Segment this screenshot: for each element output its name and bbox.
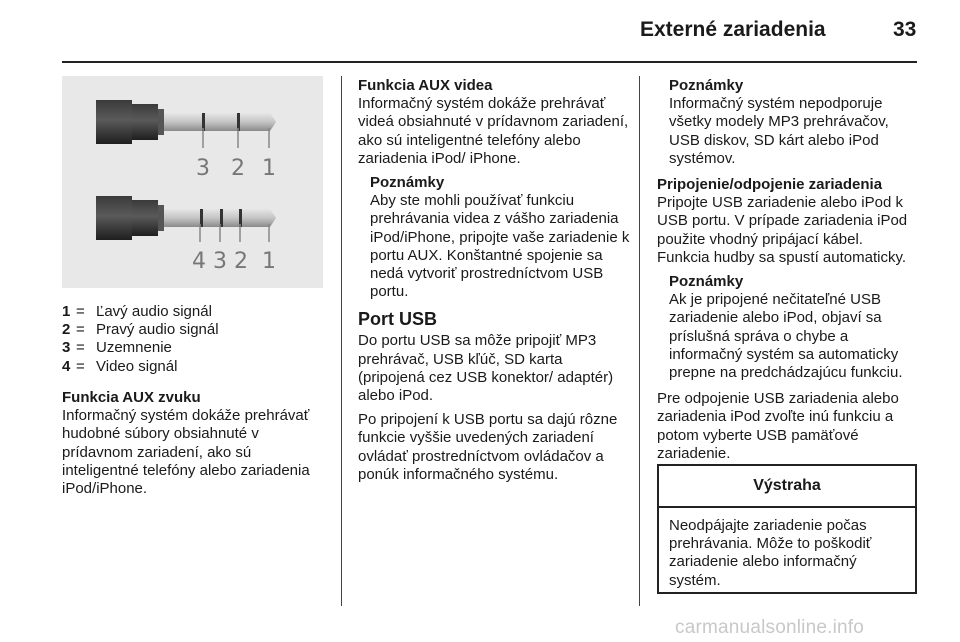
header-rule xyxy=(62,61,917,63)
note-title: Poznámky xyxy=(370,174,445,192)
note-title: Poznámky xyxy=(669,273,744,291)
legend-row xyxy=(62,303,219,321)
legend-row xyxy=(62,339,219,357)
connect-heading: Pripojenie/odpojenie zariadenia xyxy=(657,176,883,194)
note-text: Informačný systém nepodporuje všetky modely MP3 prehrávačov, USB diskov, SD kárt alebo iPod systémov. xyxy=(669,95,889,167)
jack-bottom-label-1: 1 xyxy=(262,249,276,274)
column-divider-2 xyxy=(639,76,640,606)
usb-paragraph-1: Do portu USB sa môže pripojiť MP3 prehrávač, USB kľúč, SD karta (pripojená cez USB konektor/ adaptér) alebo iPod. xyxy=(358,332,614,405)
jack-bottom-label-4: 4 xyxy=(192,249,206,274)
page-title: Externé zariadenia xyxy=(640,18,826,41)
jack-top-label-1: 1 xyxy=(262,156,276,181)
legend-text: Ľavý audio signál xyxy=(96,303,212,320)
note-title: Poznámky xyxy=(669,77,744,94)
note-error xyxy=(657,273,921,382)
legend-text: Pravý audio signál xyxy=(96,321,219,339)
connect-paragraph-2: Funkcia hudby sa spustí automaticky. xyxy=(657,248,907,266)
audio-jack-illustration xyxy=(62,76,323,288)
note-text: Ak je pripojené nečitateľné USB zariadenie alebo iPod, objaví sa príslušná správa o chybe a informačný systém sa automaticky prepne na predchádzajúcu funkciu. xyxy=(669,291,903,382)
jack-bottom-label-2: 2 xyxy=(234,249,248,274)
column-2 xyxy=(358,77,630,490)
figure-legend xyxy=(62,303,219,376)
usb-paragraph-2: Po pripojení k USB portu sa dajú rôzne funkcie vyššie uvedených zariadení ovládať prostredníctvom ovládačov a ponúk informačného systému. xyxy=(358,411,618,483)
warning-box xyxy=(657,464,917,594)
jack-3-pole xyxy=(96,100,276,181)
aux-audio-heading: Funkcia AUX zvuku xyxy=(62,389,201,406)
column-1-text xyxy=(62,389,328,504)
legend-equals: = xyxy=(76,339,85,357)
legend-number: 4 xyxy=(62,357,71,375)
note-aux-video xyxy=(358,174,630,301)
jack-top-label-2: 2 xyxy=(231,156,245,181)
usb-port-heading: Port USB xyxy=(358,309,438,330)
watermark: carmanualsonline.info xyxy=(675,617,865,638)
legend-row xyxy=(62,321,219,339)
legend-number: 1 xyxy=(62,303,71,320)
legend-equals: = xyxy=(76,321,85,339)
jack-top-label-3: 3 xyxy=(196,156,210,181)
note-text: Aby ste mohli používať funkciu prehrávania videa z vášho zariadenia iPod/iPhone, pripojte vaše zariadenie k portu AUX. Konštantné spojenie sa nedá vytvoriť prostredníctvom USB portu. xyxy=(370,192,630,301)
warning-title: Výstraha xyxy=(659,466,915,508)
jack-4-pole xyxy=(96,196,276,274)
column-divider-1 xyxy=(341,76,342,606)
jack-bottom-label-3: 3 xyxy=(213,249,227,274)
legend-number: 3 xyxy=(62,339,71,357)
page-number: 33 xyxy=(893,18,917,41)
warning-text: Neodpájajte zariadenie počas prehrávania. Môže to poškodiť zariadenie alebo informačný systém. xyxy=(669,517,872,589)
aux-video-heading: Funkcia AUX videa xyxy=(358,77,493,94)
note-compatibility xyxy=(657,77,921,168)
column-3 xyxy=(657,77,921,469)
audio-jack-figure xyxy=(62,76,323,288)
disconnect-paragraph: Pre odpojenie USB zariadenia alebo zariadenia iPod zvoľte inú funkciu a potom vyberte USB pamäťové zariadenie. xyxy=(657,390,899,462)
legend-text: Video signál xyxy=(96,357,178,375)
connect-paragraph-1: Pripojte USB zariadenie alebo iPod k USB portu. V prípade zariadenia iPod použite vhodný pripájací kábel. xyxy=(657,194,908,248)
legend-equals: = xyxy=(76,357,85,375)
aux-video-paragraph: Informačný systém dokáže prehrávať videá obsiahnuté v prídavnom zariadení, ako sú inteligentné telefóny alebo zariadenia iPod/ iPhone. xyxy=(358,95,629,167)
legend-row xyxy=(62,358,219,376)
legend-equals: = xyxy=(76,303,85,320)
aux-audio-paragraph: Informačný systém dokáže prehrávať hudobné súbory obsiahnuté v prídavnom zariadení, ako sú inteligentné telefóny alebo zariadenia iPod/iPhone. xyxy=(62,407,310,498)
legend-number: 2 xyxy=(62,321,71,339)
legend-text: Uzemnenie xyxy=(96,339,172,357)
